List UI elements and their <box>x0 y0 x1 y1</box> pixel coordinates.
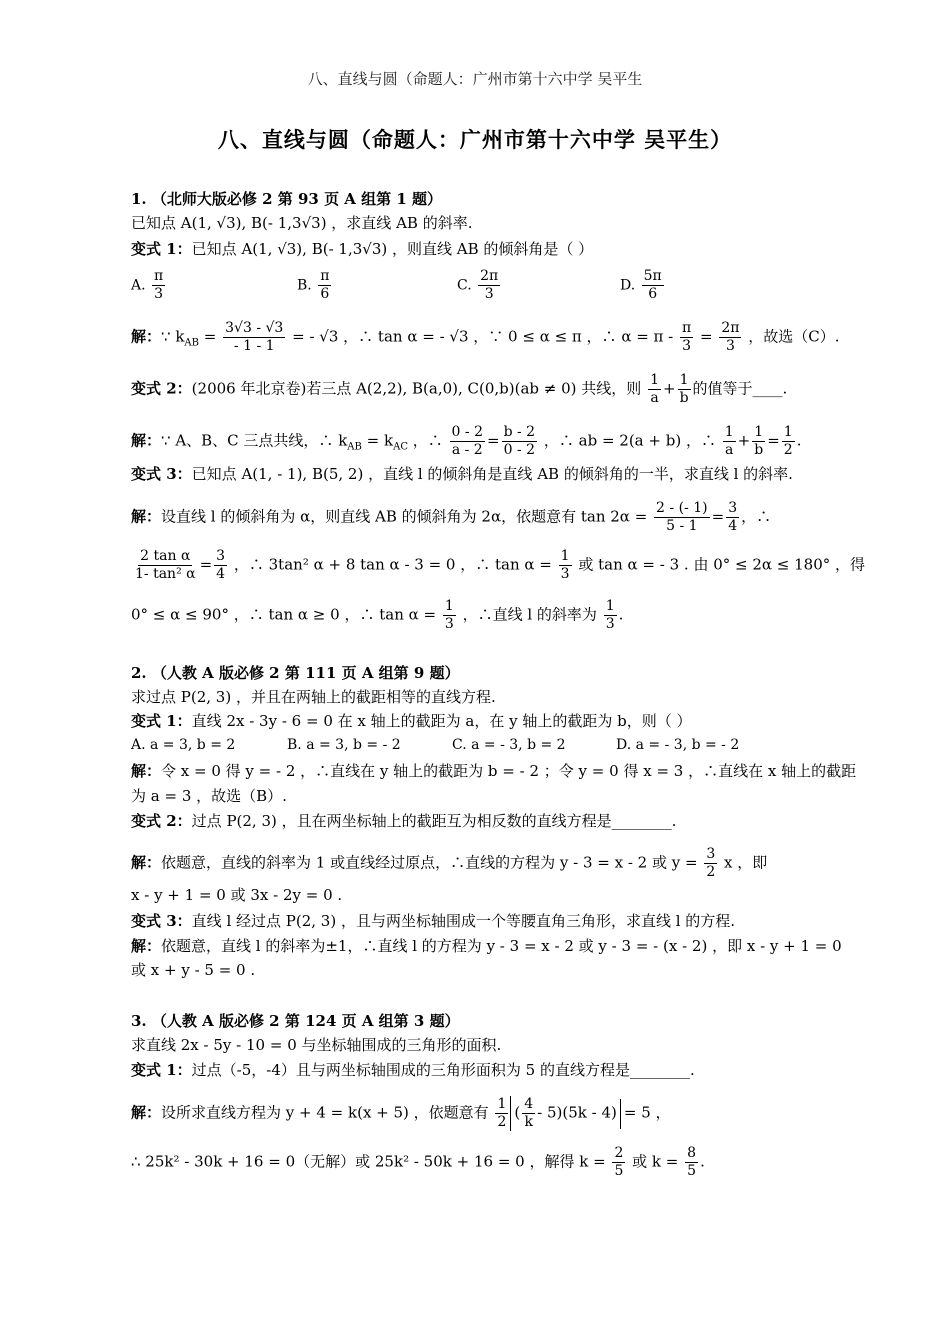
s2-option-b: B. a = 3, b = - 2 <box>287 737 401 753</box>
s2-solution-2-line-2: x - y + 1 = 0 或 3x - 2y = 0 . <box>131 886 343 904</box>
s1-solution-3-line-1: 解：设直线 l 的倾斜角为 α，则直线 AB 的倾斜角为 2α，依题意有 tan 2α = $\frac{2 - (- 1)}{5 - 1}$ = $\frac{3}{4}$ ，∴ <box>131 500 772 534</box>
s2-solution-1-line-1: 解：令 x = 0 得 y = - 2 ，∴直线在 y 轴上的截距为 b = - 2 ；令 y = 0 得 x = 3 ，∴直线在 x 轴上的截距 <box>131 762 857 780</box>
s1-option-d: D. $\frac{5\pi}{6}$ <box>620 268 662 302</box>
s3-variant-1: 变式 1：过点（-5，-4）且与两坐标轴围成的三角形面积为 5 的直线方程是________. <box>131 1061 695 1079</box>
section-2-heading: 2. （人教 A 版必修 2 第 111 页 A 组第 9 题） <box>131 664 460 682</box>
s3-solution-1-line-2: ∴ 25k² - 30k + 16 = 0（无解）或 25k² - 50k + 16 = 0 ，解得 k = $\frac{2}{5}$ 或 k = $\frac{8}{5}$ . <box>131 1145 705 1179</box>
s2-option-d: D. a = - 3, b = - 2 <box>616 737 740 753</box>
s2-variant-2: 变式 2：过点 P(2, 3) ，且在两坐标轴上的截距互为相反数的直线方程是________. <box>131 812 677 830</box>
s2-option-c: C. a = - 3, b = 2 <box>452 737 566 753</box>
s1-variant-3: 变式 3：已知点 A(1, - 1), B(5, 2) ，直线 l 的倾斜角是直线 AB 的倾斜角的一半，求直线 l 的斜率. <box>131 465 793 483</box>
section-1-heading: 1. （北师大版必修 2 第 93 页 A 组第 1 题） <box>131 190 443 208</box>
s2-option-a: A. a = 3, b = 2 <box>131 737 236 753</box>
section-3-question: 求直线 2x - 5y - 10 = 0 与坐标轴围成的三角形的面积. <box>131 1036 502 1054</box>
s1-solution-1: 解：∵ $k_{AB}$ = $\frac{3√3 - √3}{- 1 - 1}$ = - √3 ，∴ tan α = - √3 ，∵ 0 ≤ α ≤ π ，∴ α = π - $\frac{\pi}{3}$ = $\frac{2\pi}{3}$ ，故选（C）. <box>131 320 840 354</box>
s1-solution-2: 解：∵ A、B、C 三点共线，∴ $k_{AB} = k_{AC}$ ，∴ $\frac{0 - 2}{a - 2}$ = $\frac{b - 2}{0 - 2}$ ，∴ ab = 2(a + b) ，∴ $\frac{1}{a}$ + $\frac{1}{b}$ = $\frac{1}{2}$ . <box>131 424 802 458</box>
section-3-heading: 3. （人教 A 版必修 2 第 124 页 A 组第 3 题） <box>131 1012 460 1030</box>
variant-text: 已知点 A(1, √3), B(- 1,3√3) ，则直线 AB 的倾斜角是（ ） <box>191 240 594 258</box>
s2-solution-1-line-2: 为 a = 3 ，故选（B）. <box>131 787 287 805</box>
running-header: 八、直线与圆（命题人：广州市第十六中学 吴平生 <box>307 70 643 88</box>
page-title: 八、直线与圆（命题人：广州市第十六中学 吴平生） <box>217 127 733 152</box>
s2-solution-2-line-1: 解：依题意，直线的斜率为 1 或直线经过原点，∴直线的方程为 y - 3 = x - 2 或 y = $\frac{3}{2}$ x ，即 <box>131 846 768 880</box>
s1-solution-3-line-3: 0° ≤ α ≤ 90° ，∴ tan α ≥ 0 ，∴ tan α = $\frac{1}{3}$ ，∴直线 l 的斜率为 $\frac{1}{3}$ . <box>131 598 624 632</box>
s2-variant-3: 变式 3：直线 l 经过点 P(2, 3) ，且与两坐标轴围成一个等腰直角三角形，求直线 l 的方程. <box>131 912 736 930</box>
s3-solution-1-line-1: 解：设所求直线方程为 y + 4 = k(x + 5) ，依题意有 $\frac{1}{2}$ ( $\frac{4}{k}$ - 5)(5k - 4) = 5 ， <box>131 1096 671 1130</box>
s1-option-b: B. $\frac{\pi}{6}$ <box>297 268 330 302</box>
section-2-question: 求过点 P(2, 3) ，并且在两轴上的截距相等的直线方程. <box>131 688 496 706</box>
variant-label: 变式 1： <box>131 240 192 258</box>
s1-solution-3-line-2: $\frac{\text{2 tan α}}{\text{1- tan² α}}$ = $\frac{3}{4}$ ，∴ 3tan² α + 8 tan α - 3 = 0 ，∴ tan α = $\frac{1}{3}$ 或 tan α = - 3 . 由 0° ≤ 2α ≤ 180° ，得 <box>135 548 866 582</box>
s2-solution-3-line-1: 解：依题意，直线 l 的斜率为±1，∴直线 l 的方程为 y - 3 = x - 2 或 y - 3 = - (x - 2) ，即 x - y + 1 = 0 <box>131 937 842 955</box>
section-1-question: 已知点 A(1, √3), B(- 1,3√3) ，求直线 AB 的斜率. <box>131 214 473 232</box>
s2-variant-1: 变式 1：直线 2x - 3y - 6 = 0 在 x 轴上的截距为 a，在 y 轴上的截距为 b，则（ ） <box>131 712 692 730</box>
s1-variant-2: 变式 2：(2006 年北京卷)若三点 A(2,2), B(a,0), C(0,b)(ab ≠ 0) 共线，则 $\frac{1}{a}$ + $\frac{1}{b}$ 的值等于____. <box>131 372 788 406</box>
s1-option-c: C. $\frac{2\pi}{3}$ <box>457 268 499 302</box>
s2-solution-3-line-2: 或 x + y - 5 = 0 . <box>131 961 256 979</box>
s1-option-a: A. $\frac{\pi}{3}$ <box>131 268 164 302</box>
s1-variant-1 <box>131 238 593 260</box>
